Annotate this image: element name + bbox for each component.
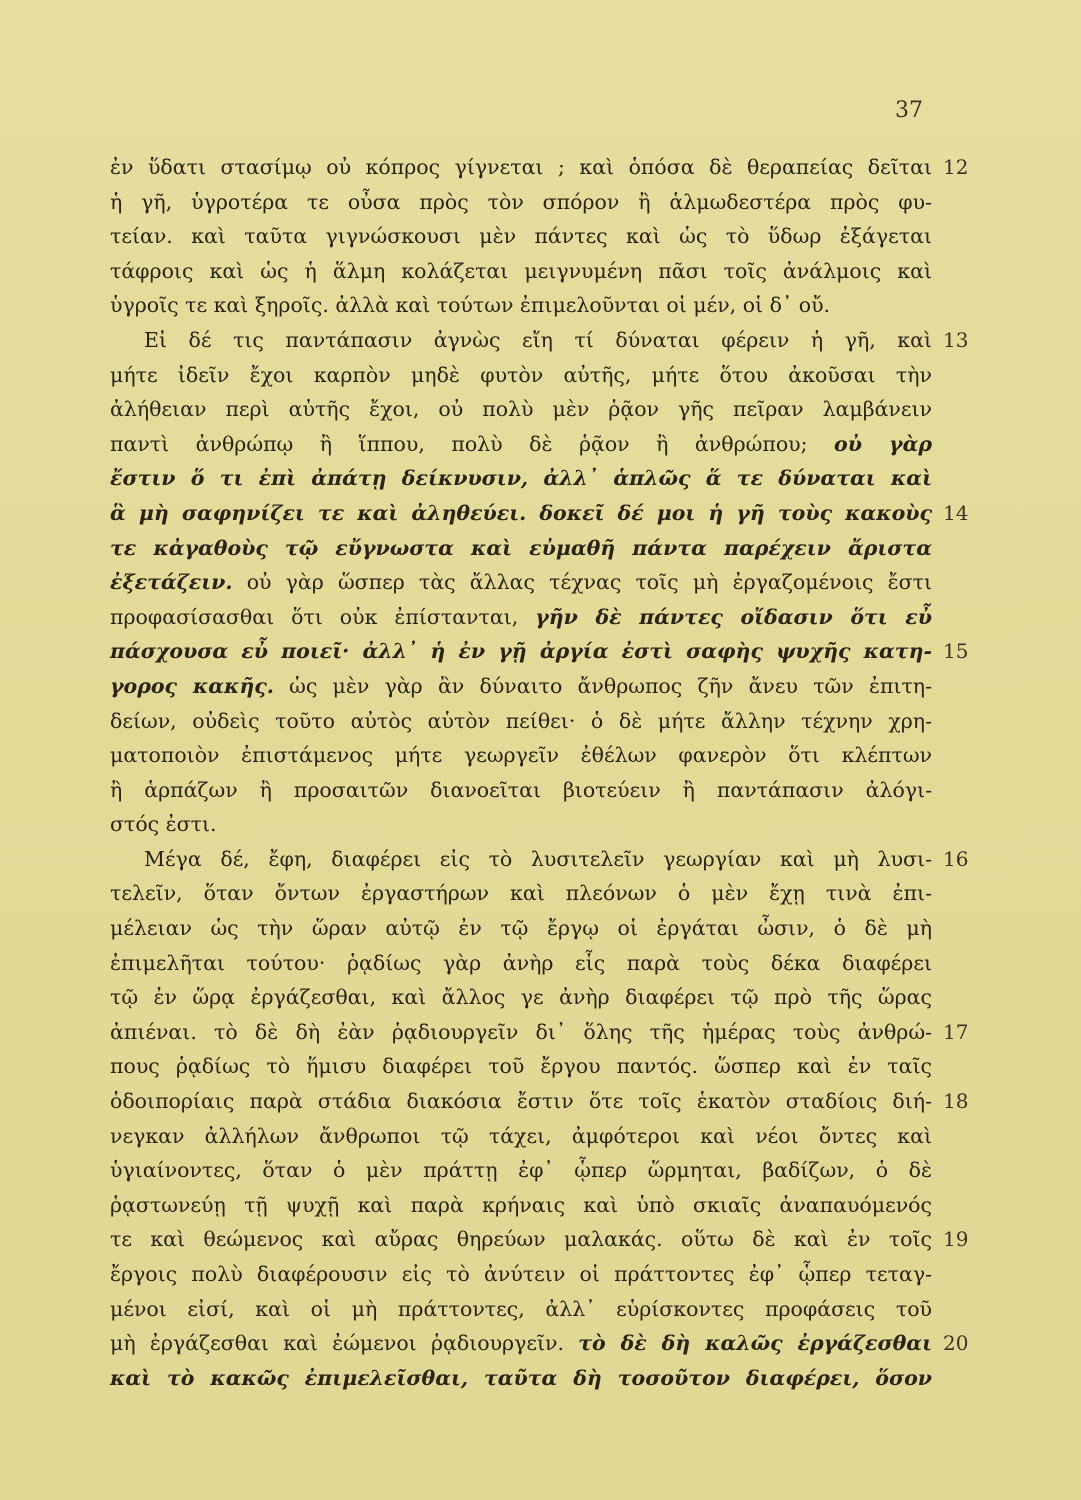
text-line: [110, 496, 969, 531]
text-line: [110, 911, 932, 946]
body-text: τάφροις καὶ ὡς ἡ ἅλμη κολάζεται μειγνυμένη πᾶσι τοῖς ἀνάλμοις καὶ: [110, 258, 932, 283]
text-line: [110, 876, 932, 911]
section-number: 13: [943, 327, 969, 352]
body-text: ἀλήθειαν περὶ αὐτῆς ἔχοι, οὐ πολὺ μὲν ῥᾷον γῆς πεῖραν λαμβάνειν: [110, 397, 932, 422]
body-text: ἡ γῆ, ὑγροτέρα τε οὖσα πρὸς τὸν σπόρον ἢ ἁλμωδεστέρα πρὸς φυ-: [110, 189, 932, 214]
text-line: [110, 807, 932, 842]
body-text: μήτε ἰδεῖν ἔχοι καρπὸν μηδὲ φυτὸν αὐτῆς, μήτε ὅτου ἀκοῦσαι τὴν: [110, 362, 932, 387]
text-line: [110, 1119, 932, 1154]
text-line: [110, 1257, 932, 1292]
text-line: [110, 288, 932, 323]
body-text: τε καὶ θεώμενος καὶ αὔρας θηρεύων μαλακάς. οὕτω δὲ καὶ ἐν τοῖς: [110, 1227, 932, 1252]
body-text: ἀπιέναι. τὸ δὲ δὴ ἐὰν ῥᾳδιουργεῖν δι᾽ ὅλης τῆς ἡμέρας τοὺς ἀνθρώ-: [110, 1019, 932, 1044]
text-line: [110, 185, 932, 220]
text-line: [110, 1153, 932, 1188]
body-text: τείαν. καὶ ταῦτα γιγνώσκουσι μὲν πάντες καὶ ὡς τὸ ὕδωρ ἐξάγεται: [110, 224, 932, 249]
text-line: [110, 1049, 932, 1084]
text-line: [110, 150, 969, 185]
section-number: 14: [943, 500, 969, 525]
section-number: 18: [943, 1089, 969, 1114]
body-text: ὑγιαίνοντες, ὅταν ὁ μὲν πράττῃ ἐφ᾽ ᾧπερ ὥρμηται, βαδίζων, ὁ δὲ: [110, 1158, 932, 1183]
text-line: [110, 669, 932, 704]
section-number: 15: [943, 639, 969, 664]
text-line: [110, 980, 932, 1015]
text-line: [110, 704, 932, 739]
section-number: 16: [943, 846, 969, 871]
text-line: [110, 738, 932, 773]
text-line: [110, 842, 969, 877]
body-text: στός ἐστι.: [110, 812, 217, 837]
body-text: τελεῖν, ὅταν ὄντων ἐργαστήρων καὶ πλεόνων ὁ μὲν ἔχῃ τινὰ ἐπι-: [110, 881, 932, 906]
text-line: [110, 946, 932, 981]
text-line: [110, 773, 932, 808]
emphasized-text: γορος κακῆς.: [110, 673, 274, 698]
body-text: παντὶ ἀνθρώπῳ ἢ ἵππου, πολὺ δὲ ῥᾷον ἢ ἀνθρώπου;: [110, 431, 835, 456]
text-line: [110, 1015, 969, 1050]
text-line: [110, 427, 932, 462]
text-line: [110, 1222, 969, 1257]
body-text: ἢ ἁρπάζων ἢ προσαιτῶν διανοεῖται βιοτεύειν ἢ παντάπασιν ἀλόγι-: [110, 777, 932, 802]
body-text: ἐν ὕδατι στασίμῳ οὐ κόπρος γίγνεται ; καὶ ὁπόσα δὲ θεραπείας δεῖται: [110, 155, 932, 179]
body-text: νεγκαν ἀλλήλων ἄνθρωποι τῷ τάχει, ἀμφότεροι καὶ νέοι ὄντες καὶ: [110, 1123, 932, 1148]
section-number: 20: [943, 1331, 969, 1356]
emphasized-text: καὶ τὸ κακῶς ἐπιμελεῖσθαι, ταῦτα δὴ τοσοῦτον διαφέρει, ὅσον: [110, 1365, 932, 1390]
text-line: [110, 1326, 969, 1361]
text-line: [110, 1188, 932, 1223]
body-text: Μέγα δέ, ἔφη, διαφέρει εἰς τὸ λυσιτελεῖν γεωργίαν καὶ μὴ λυσι-: [144, 846, 932, 871]
emphasized-text: ἃ μὴ σαφηνίζει τε καὶ ἀληθεύει. δοκεῖ δέ μοι ἡ γῆ τοὺς κακοὺς: [110, 500, 932, 525]
body-text: οὐ γὰρ ὥσπερ τὰς ἄλλας τέχνας τοῖς μὴ ἐργαζομένοις ἔστι: [232, 570, 932, 595]
section-number: 17: [943, 1019, 969, 1044]
page-number: 37: [895, 98, 923, 123]
text-line: [110, 219, 932, 254]
text-line: [110, 634, 969, 669]
emphasized-text: τε κἀγαθοὺς τῷ εὔγνωστα καὶ εὐμαθῆ πάντα παρέχειν ἄριστα: [110, 535, 932, 560]
text-line: [110, 358, 932, 393]
emphasized-text: οὐ γὰρ: [834, 431, 932, 456]
text-line: [110, 1084, 969, 1119]
emphasized-text: γῆν δὲ πάντες οἴδασιν ὅτι εὖ: [535, 604, 932, 629]
text-line: [110, 323, 969, 358]
text-body: [110, 150, 969, 1395]
text-line: [110, 254, 932, 289]
body-text: ὑγροῖς τε καὶ ξηροῖς. ἀλλὰ καὶ τούτων ἐπιμελοῦνται οἱ μέν, οἱ δ᾽ οὔ.: [110, 293, 831, 318]
emphasized-text: τὸ δὲ δὴ καλῶς ἐργάζεσθαι: [578, 1331, 932, 1356]
body-text: μὴ ἐργάζεσθαι καὶ ἐώμενοι ῥᾳδιουργεῖν.: [110, 1331, 579, 1356]
body-text: ἔργοις πολὺ διαφέρουσιν εἰς τὸ ἀνύτειν οἱ πράττοντες ἐφ᾽ ᾧπερ τεταγ-: [110, 1262, 932, 1286]
text-line: [110, 392, 932, 427]
body-text: μέλειαν ὡς τὴν ὥραν αὐτῷ ἐν τῷ ἔργῳ οἱ ἐργάται ὦσιν, ὁ δὲ μὴ: [110, 916, 932, 941]
text-line: [110, 461, 932, 496]
body-text: μένοι εἰσί, καὶ οἱ μὴ πράττοντες, ἀλλ᾽ εὑρίσκοντες προφάσεις τοῦ: [110, 1296, 932, 1321]
body-text: Εἰ δέ τις παντάπασιν ἀγνὼς εἴη τί δύναται φέρειν ἡ γῆ, καὶ: [144, 327, 932, 352]
body-text: ὡς μὲν γὰρ ἂν δύναιτο ἄνθρωπος ζῆν ἄνευ τῶν ἐπιτη-: [273, 673, 933, 698]
emphasized-text: ἔστιν ὅ τι ἐπὶ ἀπάτῃ δείκνυσιν, ἀλλ᾽ ἁπλῶς ἅ τε δύναται καὶ: [110, 466, 932, 491]
body-text: ἐπιμελῆται τούτου· ῥᾳδίως γὰρ ἀνὴρ εἷς παρὰ τοὺς δέκα διαφέρει: [110, 950, 932, 975]
text-line: [110, 1292, 932, 1327]
body-text: ματοποιὸν ἐπιστάμενος μήτε γεωργεῖν ἐθέλων φανερὸν ὅτι κλέπτων: [110, 743, 932, 768]
text-line: [110, 531, 932, 566]
section-number: 12: [943, 155, 969, 179]
emphasized-text: ἐξετάζειν.: [110, 570, 233, 595]
body-text: ὁδοιπορίαις παρὰ στάδια διακόσια ἔστιν ὅτε τοῖς ἑκατὸν σταδίοις διή-: [110, 1089, 932, 1114]
body-text: πους ῥᾳδίως τὸ ἥμισυ διαφέρει τοῦ ἔργου παντός. ὥσπερ καὶ ἐν ταῖς: [110, 1054, 932, 1079]
text-line: [110, 1361, 932, 1396]
body-text: τῷ ἐν ὥρᾳ ἐργάζεσθαι, καὶ ἄλλος γε ἀνὴρ διαφέρει τῷ πρὸ τῆς ὥρας: [110, 985, 932, 1010]
body-text: ῥᾳστωνεύῃ τῇ ψυχῇ καὶ παρὰ κρήναις καὶ ὑπὸ σκιαῖς ἀναπαυόμενός: [110, 1192, 932, 1217]
body-text: δείων, οὐδεὶς τοῦτο αὐτὸς αὑτὸν πείθει· ὁ δὲ μήτε ἄλλην τέχνην χρη-: [110, 708, 932, 733]
text-line: [110, 565, 932, 600]
text-line: [110, 600, 932, 635]
body-text: προφασίσασθαι ὅτι οὐκ ἐπίστανται,: [110, 604, 536, 629]
emphasized-text: πάσχουσα εὖ ποιεῖ· ἀλλ᾽ ἡ ἐν γῇ ἀργία ἐστὶ σαφὴς ψυχῆς κατη-: [110, 639, 932, 664]
section-number: 19: [943, 1227, 969, 1252]
